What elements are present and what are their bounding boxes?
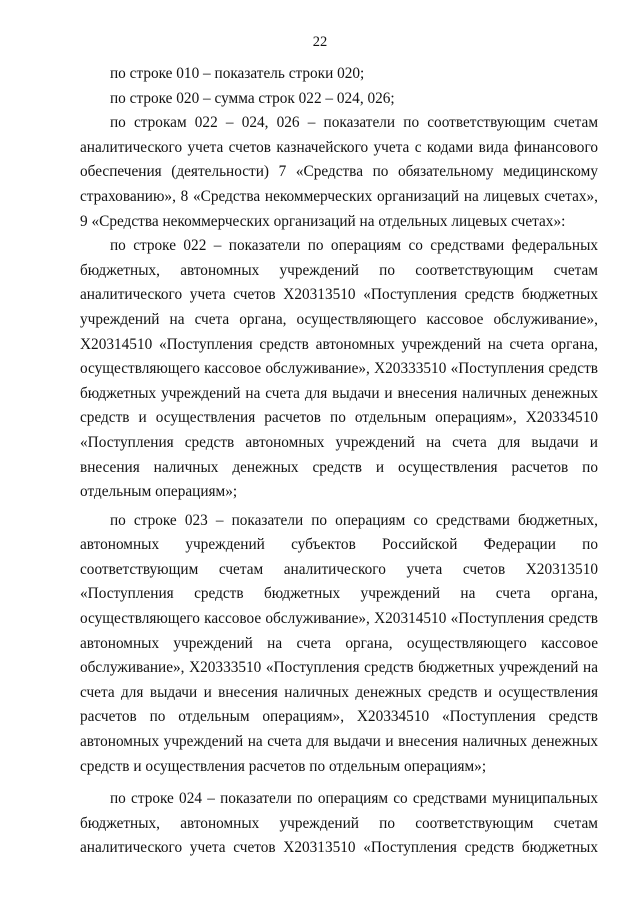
paragraph-lines-022-026: по строкам 022 – 024, 026 – показатели по соответствующим счетам аналитического учета счетов казначейского учета с кодами вида финансового обеспечения (деятельности) 7 «Средства по обязательному медицинскому страхованию», 8 «Средства некоммерческих организаций на лицевых счетах», 9 «Средства некоммерческих организаций на отдельных лицевых счетах»:	[80, 114, 598, 230]
paragraph-line-022: по строке 022 – показатели по операциям со средствами федеральных бюджетных, автономных учреждений по соответствующим счетам аналитического учета счетов Х20313510 «Поступления средств бюджетных учреждений на счета органа, осуществляющего кассовое обслуживание», Х20314510 «Поступления средств автономных учреждений на счета органа, осуществляющего кассовое обслуживание», Х20333510 «Поступления средств бюджетных учреждений на счета для выдачи и внесения наличных денежных средств и осуществления расчетов по отдельным операциям», Х20334510 «Поступления средств автономных учреждений на счета для выдачи и внесения наличных денежных средств и осуществления расчетов по отдельным операциям»;	[80, 237, 598, 501]
document-body	[80, 62, 598, 861]
paragraph-line-024: по строке 024 – показатели по операциям со средствами муниципальных бюджетных, автономных учреждений по соответствующим счетам аналитического учета счетов Х20313510 «Поступления средств бюджетных	[80, 790, 598, 857]
paragraph-line-020: по строке 020 – сумма строк 022 – 024, 026;	[110, 89, 395, 107]
paragraph-line-010: по строке 010 – показатель строки 020;	[110, 65, 365, 82]
page-number: 22	[312, 34, 328, 50]
paragraph-line-023: по строке 023 – показатели по операциям со средствами бюджетных, автономных учреждений субъектов Российской Федерации по соответствующим счетам аналитического учета счетов Х20313510 «Поступления средств бюджетных учреждений на счета органа, осуществляющего кассовое обслуживание», Х20314510 «Поступления средств автономных учреждений на счета органа, осуществляющего кассовое обслуживание», Х20333510 «Поступления средств бюджетных учреждений на счета для выдачи и внесения наличных денежных средств и осуществления расчетов по отдельным операциям», Х20334510 «Поступления средств автономных учреждений на счета для выдачи и внесения наличных денежных средств и осуществления расчетов по отдельным операциям»;	[80, 511, 598, 775]
